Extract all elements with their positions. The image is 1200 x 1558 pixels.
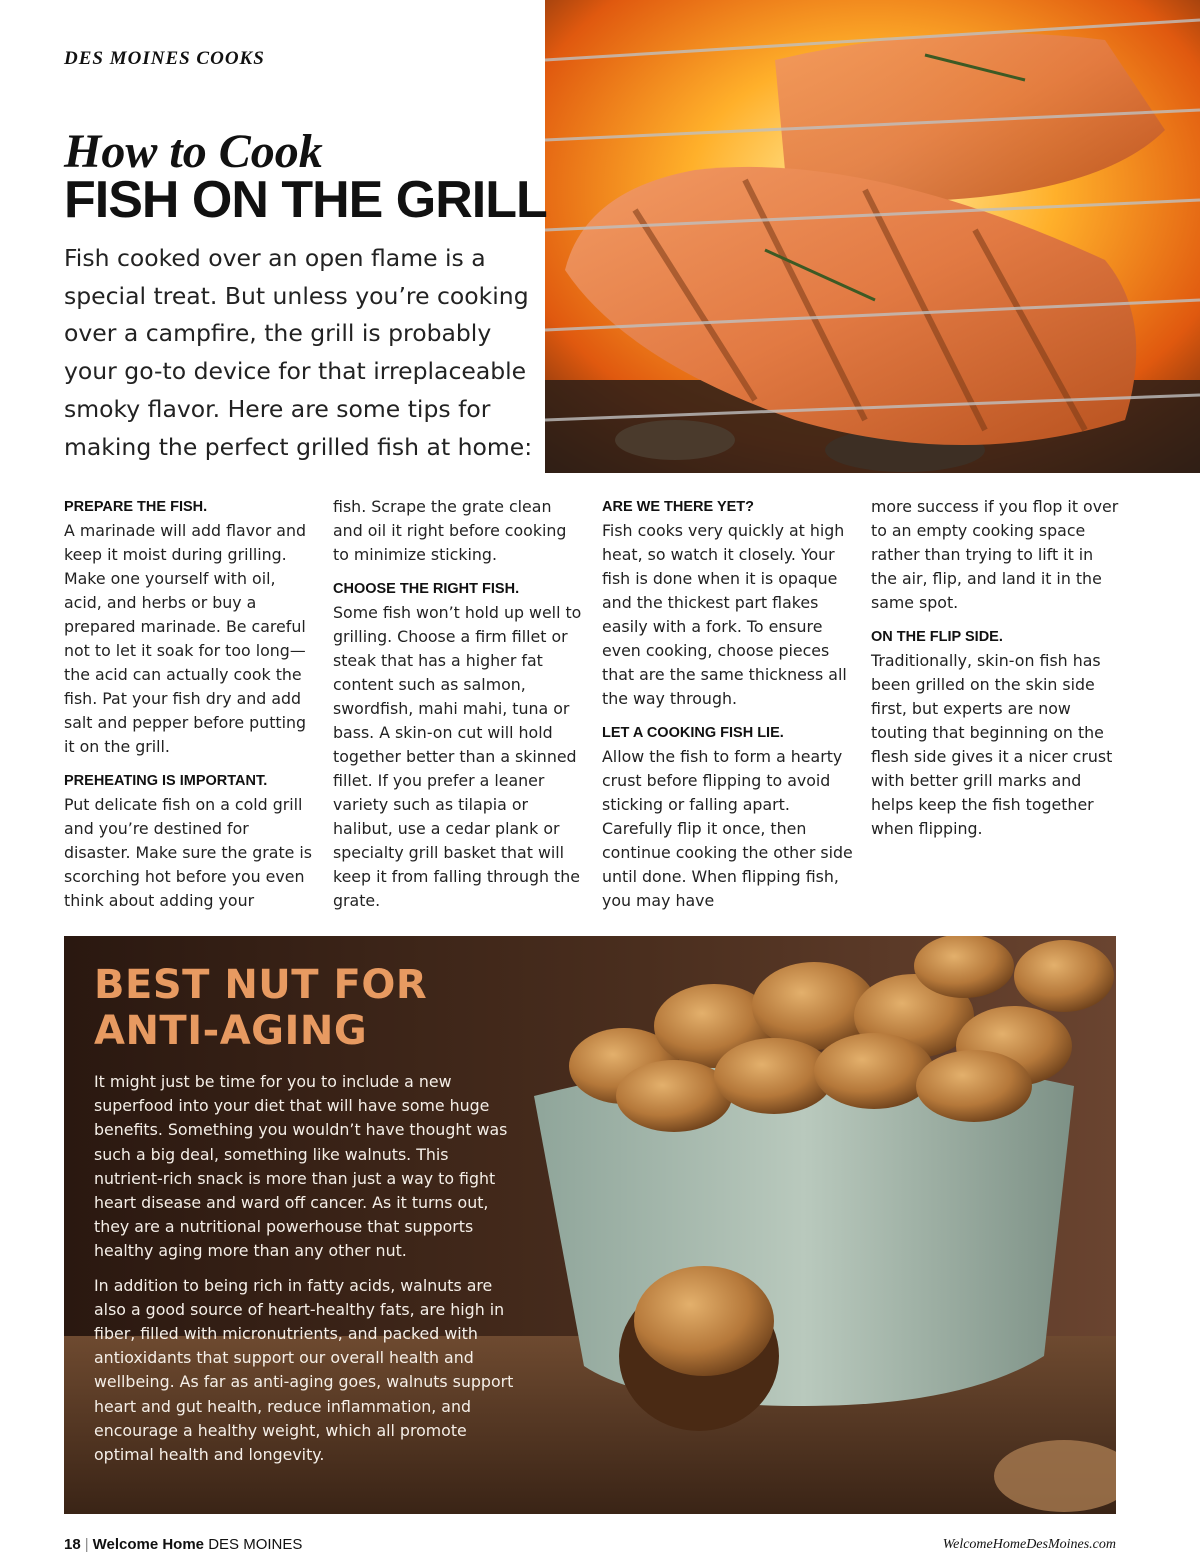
- column-2: [333, 495, 585, 923]
- tip-flip-side: [871, 625, 1123, 841]
- magazine-city: DES MOINES: [208, 1536, 303, 1553]
- footer-website: WelcomeHomeDesMoines.com: [942, 1537, 1116, 1552]
- tip-heading: ARE WE THERE YET?: [602, 499, 754, 515]
- tip-choose-fish: [333, 577, 585, 913]
- tip-continuation: [333, 495, 585, 567]
- tip-body: fish. Scrape the grate clean and oil it right before cooking to minimize sticking.: [333, 497, 567, 564]
- grilled-salmon-photo: [545, 0, 1200, 473]
- tip-body: Put delicate fish on a cold grill and you’re destined for disaster. Make sure the grate is scorching hot before you even think about adding your: [64, 795, 313, 910]
- tip-body: more success if you flop it over to an empty cooking space rather than trying to lift it in the air, flip, and land it in the same spot.: [871, 497, 1119, 612]
- magazine-name: Welcome Home: [92, 1536, 205, 1553]
- tip-continuation: [871, 495, 1123, 615]
- nut-paragraph: It might just be time for you to include a new superfood into your diet that will have some huge benefits. Something you wouldn’t have thought was such a big deal, something like walnuts. This nutrient-rich snack is more than just a way to fight heart disease and ward off cancer. As it turns out, they are a nutritional powerhouse that supports healthy aging more than any other nut.: [94, 1072, 508, 1261]
- walnut-feature-panel: [64, 936, 1116, 1514]
- tip-body: Traditionally, skin-on fish has been grilled on the skin side first, but experts are now touting that beginning on the flesh side gives it a nicer crust with better grill marks and helps keep the fish together when flipping.: [871, 651, 1113, 838]
- nut-feature-title: BEST NUT FOR ANTI-AGING: [94, 962, 428, 1054]
- tip-body: Allow the fish to form a hearty crust before flipping to avoid sticking or falling apart. Carefully flip it once, then continue cooking the other side until done. When flipping fish, you may have: [602, 747, 853, 910]
- column-3: [602, 495, 854, 923]
- tip-body: A marinade will add flavor and keep it moist during grilling. Make one yourself with oil, acid, and herbs or buy a prepared marinade. Be careful not to let it soak for too long—the acid can actually cook the fish. Pat your fish dry and add salt and pepper before putting it on the grill.: [64, 521, 307, 756]
- article-kicker: How to Cook: [64, 125, 323, 178]
- tip-heading: CHOOSE THE RIGHT FISH.: [333, 581, 520, 597]
- tip-body: Fish cooks very quickly at high heat, so watch it closely. Your fish is done when it is opaque and the thickest part flakes easily with a fork. To ensure even cooking, choose pieces that are the same thickness all the way through.: [602, 521, 847, 708]
- article-headline: FISH ON THE GRILL: [64, 171, 547, 229]
- tip-heading: ON THE FLIP SIDE.: [871, 629, 1003, 645]
- tip-there-yet: [602, 495, 854, 711]
- page-number: 18: [64, 1536, 81, 1553]
- tip-heading: PREPARE THE FISH.: [64, 499, 208, 515]
- tip-heading: LET A COOKING FISH LIE.: [602, 725, 784, 741]
- tip-body: Some fish won’t hold up well to grilling. Choose a firm fillet or steak that has a higher fat content such as salmon, swordfish, mahi mahi, tuna or bass. A skin-on cut will hold together better than a skinned fillet. If you prefer a leaner variety such as tilapia or halibut, use a cedar plank or specialty grill basket that will keep it from falling through the grate.: [333, 603, 582, 910]
- section-label: DES MOINES COOKS: [64, 48, 265, 69]
- nut-feature-body: [94, 1070, 514, 1477]
- column-1: [64, 495, 316, 923]
- tip-heading: PREHEATING IS IMPORTANT.: [64, 773, 268, 789]
- tip-prepare: [64, 495, 316, 759]
- nut-paragraph: In addition to being rich in fatty acids, walnuts are also a good source of heart-healthy fats, are high in fiber, filled with micronutrients, and packed with antioxidants that support our overall health and wellbeing. As far as anti-aging goes, walnuts support heart and gut health, reduce inflammation, and encourage a healthy weight, which all promote optimal health and longevity.: [94, 1275, 514, 1465]
- column-4: [871, 495, 1123, 851]
- article-intro: Fish cooked over an open flame is a special treat. But unless you’re cooking over a campfire, the grill is probably your go-to device for that irreplaceable smoky flavor. Here are some tips for making the perfect grilled fish at home:: [64, 244, 533, 461]
- tip-preheating: [64, 769, 316, 913]
- tip-let-lie: [602, 721, 854, 913]
- footer-folio: [64, 1536, 302, 1553]
- footer-separator: |: [84, 1536, 89, 1553]
